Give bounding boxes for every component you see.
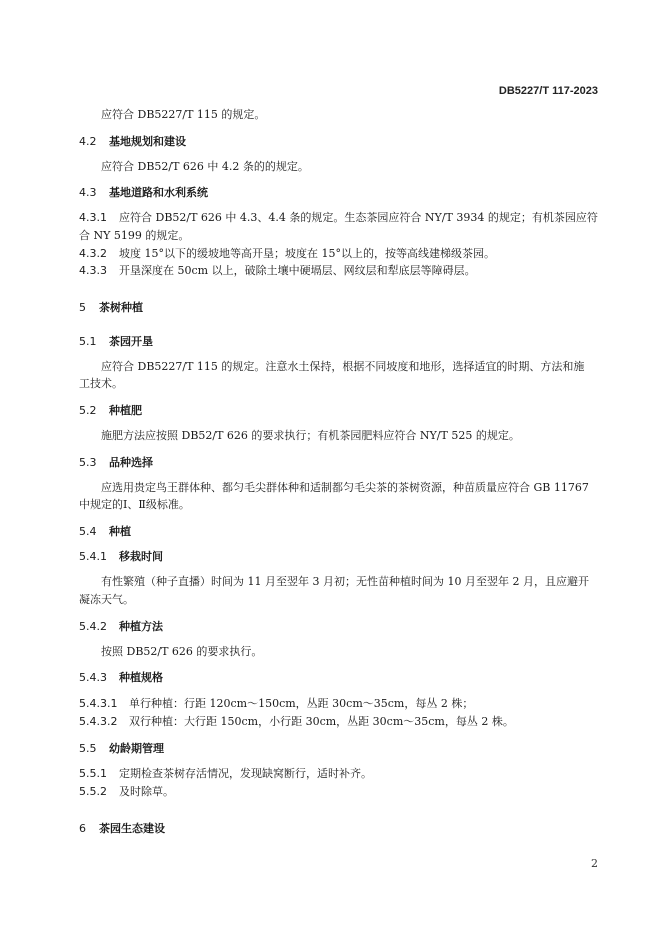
paragraph-continued: 中规定的Ⅰ、Ⅱ级标准。 bbox=[79, 498, 190, 511]
chapter-heading-5 bbox=[79, 301, 143, 315]
section-heading-5-1 bbox=[79, 335, 153, 349]
section-heading-5-2 bbox=[79, 404, 142, 418]
section-number: 4.2 bbox=[79, 135, 97, 148]
page-number: 2 bbox=[591, 857, 598, 870]
subsection-number: 5.4.1 bbox=[79, 550, 107, 563]
clause-4-3-3 bbox=[79, 264, 476, 278]
paragraph: 有性繁殖（种子直播）时间为 11 月至翌年 3 月初；无性苗种植时间为 10 月至翌年 2 月，且应避开 bbox=[101, 575, 589, 588]
clause-text: 坡度 15°以下的缓坡地等高开垦；坡度在 15°以上的，按等高线建梯级茶园。 bbox=[119, 247, 495, 260]
subsection-number: 5.4.2 bbox=[79, 620, 107, 633]
subsection-title: 移栽时间 bbox=[119, 550, 163, 563]
section-title: 幼龄期管理 bbox=[109, 742, 164, 755]
paragraph: 施肥方法应按照 DB52/T 626 的要求执行；有机茶园肥料应符合 NY/T 525 的规定。 bbox=[101, 429, 520, 442]
section-title: 茶园开垦 bbox=[109, 335, 153, 348]
clause-text: 定期检查茶树存活情况，发现缺窝断行，适时补齐。 bbox=[119, 767, 372, 780]
paragraph: 应符合 DB52/T 626 中 4.2 条的的规定。 bbox=[101, 160, 309, 173]
section-number: 5.1 bbox=[79, 335, 97, 348]
subsection-title: 种植方法 bbox=[119, 620, 163, 633]
clause-text: 开垦深度在 50cm 以上，破除土壤中硬塥层、网纹层和犁底层等障碍层。 bbox=[119, 264, 476, 277]
section-number: 5.3 bbox=[79, 456, 97, 469]
section-number: 5.2 bbox=[79, 404, 97, 417]
paragraph: 应选用贵定鸟王群体种、都匀毛尖群体种和适制都匀毛尖茶的茶树资源，种苗质量应符合 GB 11767 bbox=[101, 481, 589, 494]
clause-text: 应符合 DB52/T 626 中 4.3、4.4 条的规定。生态茶园应符合 NY/T 3934 的规定；有机茶园应符 bbox=[119, 211, 598, 224]
clause-4-3-2 bbox=[79, 247, 495, 261]
section-title: 基地规划和建设 bbox=[109, 135, 186, 148]
clause-number: 5.5.2 bbox=[79, 785, 107, 798]
section-title: 品种选择 bbox=[109, 456, 153, 469]
chapter-title: 茶树种植 bbox=[99, 301, 143, 314]
subsection-heading-5-4-2 bbox=[79, 620, 163, 634]
subsection-number: 5.4.3 bbox=[79, 671, 107, 684]
clause-number: 4.3.2 bbox=[79, 247, 107, 260]
clause-5-4-3-2 bbox=[79, 715, 514, 729]
section-heading-4-3 bbox=[79, 186, 208, 200]
chapter-heading-6 bbox=[79, 822, 165, 836]
subsection-heading-5-4-3 bbox=[79, 671, 163, 685]
clause-number: 5.4.3.2 bbox=[79, 715, 118, 728]
paragraph: 应符合 DB5227/T 115 的规定。注意水土保持，根据不同坡度和地形，选择适宜的时期、方法和施 bbox=[101, 360, 585, 373]
chapter-number: 5 bbox=[79, 301, 86, 314]
paragraph-continued: 凝冻天气。 bbox=[79, 593, 134, 606]
paragraph-continued: 工技术。 bbox=[79, 377, 123, 390]
section-number: 5.4 bbox=[79, 525, 97, 538]
section-title: 种植肥 bbox=[109, 404, 142, 417]
subsection-title: 种植规格 bbox=[119, 671, 163, 684]
clause-number: 4.3.1 bbox=[79, 211, 107, 224]
clause-text: 双行种植：大行距 150cm，小行距 30cm，丛距 30cm～35cm，每丛 2 株。 bbox=[129, 715, 514, 728]
clause-5-5-2 bbox=[79, 785, 174, 799]
subsection-heading-5-4-1 bbox=[79, 550, 163, 564]
clause-number: 5.4.3.1 bbox=[79, 697, 118, 710]
paragraph: 应符合 DB5227/T 115 的规定。 bbox=[101, 108, 266, 121]
clause-4-3-1 bbox=[79, 211, 598, 225]
section-title: 种植 bbox=[109, 525, 131, 538]
chapter-number: 6 bbox=[79, 822, 86, 835]
section-number: 4.3 bbox=[79, 186, 97, 199]
section-title: 基地道路和水利系统 bbox=[109, 186, 208, 199]
chapter-title: 茶园生态建设 bbox=[99, 822, 165, 835]
section-heading-4-2 bbox=[79, 135, 186, 149]
section-number: 5.5 bbox=[79, 742, 97, 755]
document-number: DB5227/T 117-2023 bbox=[498, 85, 598, 97]
clause-number: 4.3.3 bbox=[79, 264, 107, 277]
clause-text-continued: 合 NY 5199 的规定。 bbox=[79, 229, 190, 242]
clause-text: 及时除草。 bbox=[119, 785, 174, 798]
section-heading-5-5 bbox=[79, 742, 164, 756]
section-heading-5-4 bbox=[79, 525, 131, 539]
clause-text: 单行种植：行距 120cm～150cm，丛距 30cm～35cm，每丛 2 株； bbox=[129, 697, 474, 710]
paragraph: 按照 DB52/T 626 的要求执行。 bbox=[101, 645, 263, 658]
clause-5-4-3-1 bbox=[79, 697, 473, 711]
clause-5-5-1 bbox=[79, 767, 372, 781]
clause-number: 5.5.1 bbox=[79, 767, 107, 780]
section-heading-5-3 bbox=[79, 456, 153, 470]
